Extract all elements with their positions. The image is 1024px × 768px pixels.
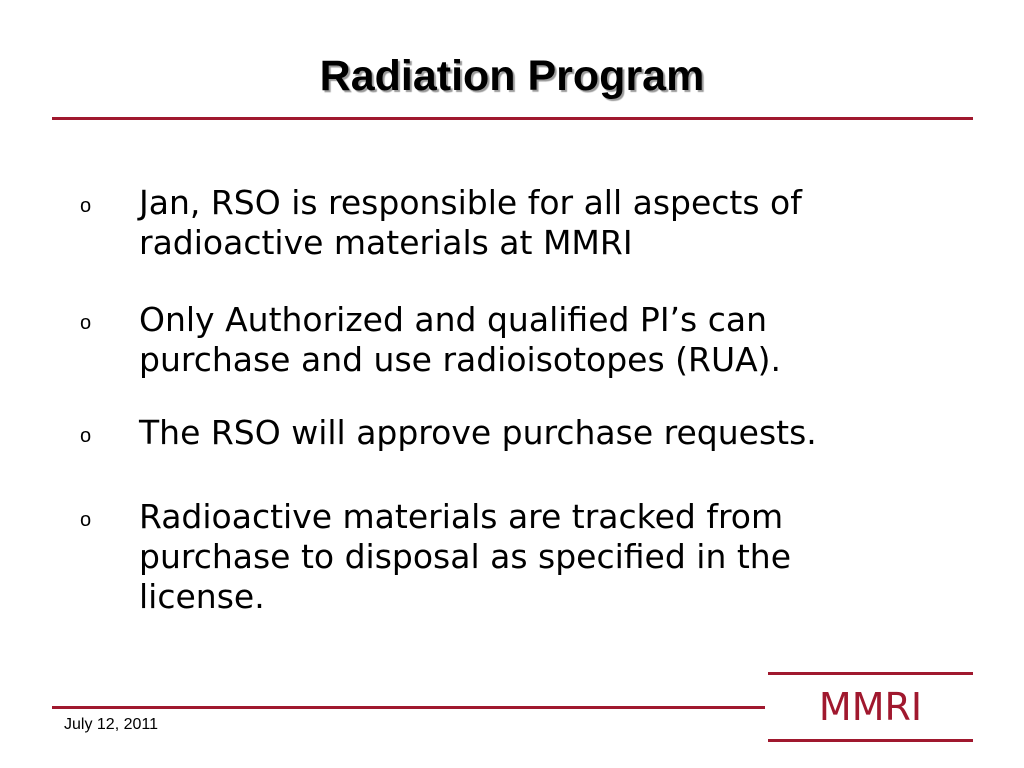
logo-rule-top [768, 672, 973, 675]
bullet-marker: o [80, 509, 92, 531]
bullet-text: Only Authorized and qualified PI’s can purchase and use radioisotopes (RUA). [139, 300, 782, 379]
mmri-logo: MMRI [818, 685, 923, 729]
logo-rule-bottom [768, 739, 973, 742]
footer-divider [52, 706, 765, 709]
bullet-marker: o [80, 195, 92, 217]
bullet-marker: o [80, 425, 92, 447]
slide-title: Radiation Program [319, 52, 705, 100]
bullet-marker: o [80, 312, 92, 334]
bullet-text: Radioactive materials are tracked from purchase to disposal as specified in the license. [139, 497, 792, 616]
bullet-text: Jan, RSO is responsible for all aspects of radioactive materials at MMRI [139, 183, 802, 262]
footer-date: July 12, 2011 [64, 716, 158, 733]
bullet-text: The RSO will approve purchase requests. [139, 413, 817, 452]
